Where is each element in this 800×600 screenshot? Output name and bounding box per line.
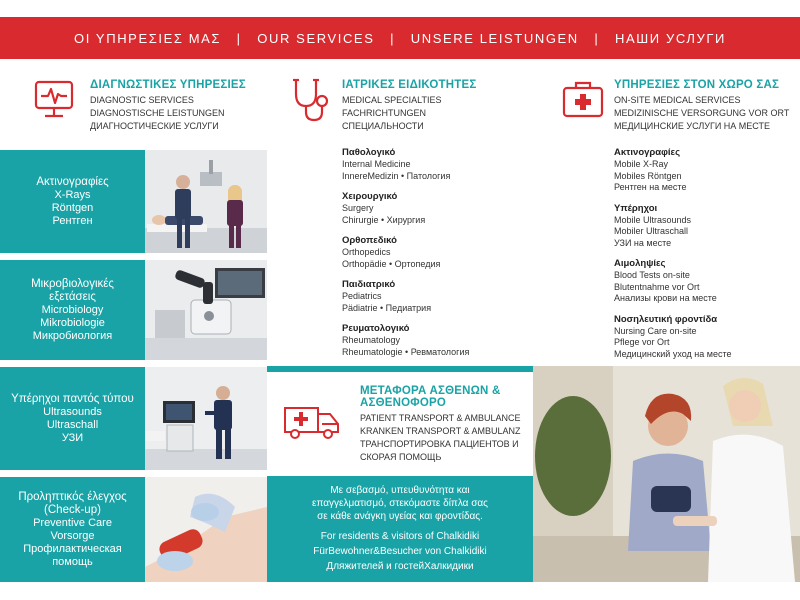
list-item: Ακτινογραφίες Mobile X-Ray Mobiles Röntgen Рентген на месте	[614, 147, 687, 192]
transport-title-line2: ΑΣΘΕΝΟΦΟΡΟ	[360, 397, 447, 409]
list-item: Χειρουργικό Surgery Chirurgie • Хирургия	[342, 191, 426, 225]
transport-header	[360, 385, 530, 464]
medical-sub-de: FACHRICHTUNGEN	[342, 108, 427, 118]
onsite-sub-de: MEDIZINISCHE VERSORGUNG VOR ORT	[614, 108, 790, 118]
closing-box	[267, 476, 533, 582]
list-item: Παθολογικό Internal Medicine InnereMedizin • Патология	[342, 147, 451, 181]
list-item: Υπέρηχοι Mobile Ultrasounds Mobiler Ultraschall УЗИ на месте	[614, 202, 692, 248]
microbiology-box: Μικροβιολογικές εξετάσεις Microbiology Mikrobiologie Микробиология	[0, 260, 145, 360]
medical-sub-en: MEDICAL SPECIALTIES	[342, 95, 442, 105]
ultrasound-room-photo	[145, 367, 267, 470]
list-item: Παιδιατρικό Pediatrics Pädiatrie • Педиатрия	[342, 279, 432, 313]
transport-sub-en: PATIENT TRANSPORT & AMBULANCE	[360, 413, 521, 423]
onsite-services-list	[614, 147, 794, 369]
list-item: Νοσηλευτική φροντίδα Nursing Care on-site Pflege vor Ort Медицинский уход на месте	[614, 313, 732, 359]
diagnostic-sub-en: DIAGNOSTIC SERVICES	[90, 95, 194, 105]
list-item: Ορθοπεδικό Orthopedics Orthopädie • Ортопедия	[342, 235, 441, 269]
ultrasound-box: Υπέρηχοι παντός τύπου Ultrasounds Ultraschall УЗИ	[0, 367, 145, 470]
diagnostic-header	[90, 79, 246, 133]
diagnostic-sub-ru: ДИАГНОСТИЧЕСКИЕ УСЛУГИ	[90, 121, 219, 131]
transport-title-line1: ΜΕΤΑΦΟΡΑ ΑΣΘΕΝΩΝ &	[360, 385, 501, 397]
list-item: Ρευματολογικό Rheumatology Rheumatologie • Ревматология	[342, 323, 470, 357]
onsite-sub-ru: МЕДИЦИНСКИЕ УСЛУГИ НА МЕСТЕ	[614, 121, 770, 131]
diagnostic-title: ΔΙΑΓΝΩΣΤΙΚΕΣ ΥΠΗΡΕΣΙΕΣ	[90, 79, 246, 91]
closing-line-2: επαγγελματισμό, στεκόμαστε δίπλα σας	[311, 498, 488, 509]
checkup-photo	[145, 477, 267, 582]
medical-specialties-list	[342, 147, 532, 367]
residents-de: FürBewohner&Besucher von Chalkidiki	[313, 546, 487, 557]
medical-title: ΙΑΤΡΙΚΕΣ ΕΙΔΙΚΟΤΗΤΕΣ	[342, 79, 477, 91]
residents-ru: Дляжителей и гостейХалкидики	[326, 561, 474, 572]
diagnostic-sub-de: DIAGNOSTISCHE LEISTUNGEN	[90, 108, 225, 118]
checkup-box: Προληπτικός έλεγχος (Check-up) Preventive Care Vorsorge Профилактическая помощь	[0, 477, 145, 582]
onsite-header	[614, 79, 789, 133]
microscope-photo	[145, 260, 267, 360]
list-item: Αιμοληψίες Blood Tests on-site Blutentnahme vor Ort Анализы крови на месте	[614, 258, 717, 303]
onsite-title: ΥΠΗΡΕΣΙΕΣ ΣΤΟΝ ΧΩΡΟ ΣΑΣ	[614, 79, 780, 91]
stethoscope-icon	[288, 76, 332, 124]
first-aid-kit-icon	[560, 78, 606, 122]
transport-sub-ru-2: СКОРАЯ ПОМОЩЬ	[360, 452, 442, 462]
medical-header	[342, 79, 476, 133]
transport-sub-ru: ТРАНСПОРТИРОВКА ПАЦИЕНТОВ И	[360, 439, 519, 449]
monitor-heartbeat-icon	[32, 78, 76, 122]
xray-box: Ακτινογραφίες X-Rays Röntgen Рентген	[0, 150, 145, 253]
services-banner: ΟΙ ΥΠΗΡΕΣΙΕΣ ΜΑΣ | OUR SERVICES | UNSERE LEISTUNGEN | НАШИ УСЛУГИ	[0, 17, 800, 59]
onsite-sub-en: ON-SITE MEDICAL SERVICES	[614, 95, 741, 105]
xray-room-photo	[145, 150, 267, 253]
ambulance-icon	[282, 400, 342, 440]
doctor-patient-photo	[533, 366, 800, 582]
closing-line-3: σε κάθε ανάγκη υγείας και φροντίδας.	[317, 511, 483, 522]
residents-en: For residents & visitors of Chalkidiki	[320, 531, 480, 542]
transport-sub-de: KRANKEN TRANSPORT & AMBULANZ	[360, 426, 521, 436]
medical-sub-ru: СПЕЦИАЛЬНОСТИ	[342, 121, 424, 131]
closing-line-1: Με σεβασμό, υπευθυνότητα και	[330, 485, 470, 496]
